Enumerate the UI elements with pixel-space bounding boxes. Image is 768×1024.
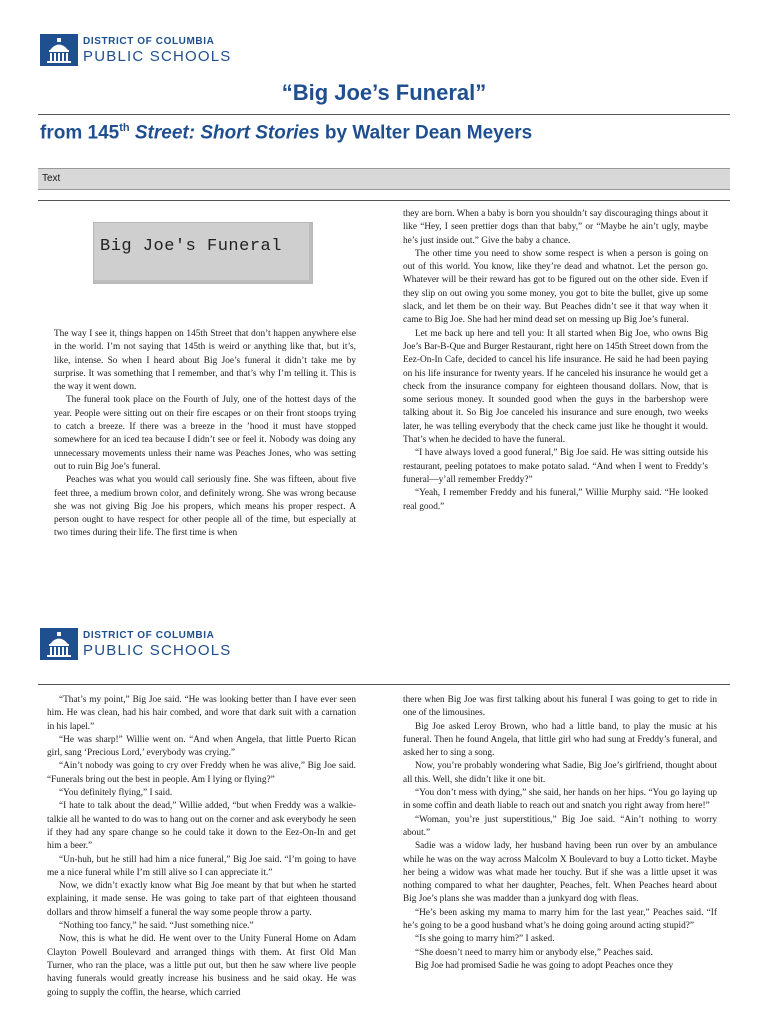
- subtitle-author: by Walter Dean Meyers: [319, 122, 533, 144]
- paragraph: Peaches was what you would call seriously fine. She was fifteen, about five feet three, a medium brown color, and definitely wrong. She was wrong because she was not giving Big Joe his propers, which means his proper respect. A person ought to have respect for other people all of the time, but especially at two times during their life. The first time is when: [54, 475, 356, 539]
- subtitle-prefix: from 145: [40, 122, 120, 144]
- paragraph: “He was sharp!” Willie went on. “And when Angela, that little Puerto Rican girl, sang ‘Precious Lord,’ everybody was crying.”: [47, 734, 356, 759]
- section-label: Text: [42, 173, 61, 184]
- paragraph: The other time you need to show some respect is when a person is going on out of this world. You know, like they’re dead and whatnot. Let the person go. Whatever will be their reward has got to be figured out on the other side. Even if they slip on out owing you some money, you got to bite the bullet, give up some slack, and let them be on their way. But Peaches didn’t see it that way when it came to Big Joe. She had her mind dead set on messing up Big Joe’s funeral.: [403, 248, 708, 326]
- paragraph: “Is she going to marry him?” I asked.: [415, 934, 555, 945]
- paragraph: Big Joe had promised Sadie he was going to adopt Peaches once they: [415, 960, 674, 971]
- paragraph: Now, you’re probably wondering what Sadie, Big Joe’s girlfriend, thought about all this. Well, she didn’t like it one bit.: [403, 761, 717, 785]
- section-rule: [38, 200, 730, 201]
- page1-left-column: [54, 328, 356, 541]
- logo-district-text: DISTRICT OF COLUMBIA: [83, 35, 215, 47]
- capitol-dome-icon: [40, 628, 78, 660]
- capitol-dome-icon: [40, 34, 78, 66]
- paragraph: The funeral took place on the Fourth of July, one of the hottest days of the year. People were sitting out on their fire escapes or on their front stoops trying to catch a breeze. If there was a breeze in the ’hood it must have stopped somewhere for an iced tea because I didn’t see or feel it. Nobody was doing any unnecessary movements unless their name was Peaches Jones, who was setting out to ruin Big Joe’s funeral.: [54, 395, 356, 472]
- paragraph: “You definitely flying,” I said.: [59, 788, 173, 799]
- paragraph: The way I see it, things happen on 145th Street that don’t happen anywhere else in the world. I’m not saying that 145th is weird or anything like that, but it’s, like, intense. So when I heard about Big Joe’s funeral it didn’t take me by surprise. It was something that I remember, and that’s why I’m telling it. This is the way it went down.: [54, 329, 356, 393]
- paragraph: “You don’t mess with dying,” she said, her hands on her hips. “You go laying up in some coffin and death liable to reach out and snatch you right away from here!”: [403, 788, 717, 812]
- header-rule: [38, 684, 730, 685]
- logo-schools-text: PUBLIC SCHOOLS: [83, 47, 232, 65]
- paragraph: “Nothing too fancy,” he said. “Just something nice.”: [59, 921, 254, 932]
- section-label-bar: [38, 168, 730, 190]
- paragraph: Let me back up here and tell you: It all started when Big Joe, who owns Big Joe’s Bar-B-Que and Burger Restaurant, right here on 145th Street down from the Eez-On-In Cafe, decided to cancel his life insurance. He said he had been paying on his life insurance for twenty years. If he canceled his insurance he would get a check from the insurance company for eighteen thousand dollars. Now, that is some serious money. It sounded good when the guys in the barbershop were talking about it. So Big Joe canceled his insurance and sure enough, two weeks later, he was telling everybody that the check came just like he thought it would. That’s when he decided to have the funeral.: [403, 328, 708, 446]
- paragraph: Big Joe asked Leroy Brown, who had a little band, to play the music at his funeral. Then he found Angela, that little girl who had sung at Freddy’s funeral, and asked her to sing a song.: [403, 721, 717, 759]
- paragraph: “She doesn’t need to marry him or anybody else,” Peaches said.: [415, 947, 653, 958]
- subtitle-sup: th: [119, 122, 130, 134]
- paragraph: they are born. When a baby is born you shouldn’t say discouraging things about it like “Hey, I seen prettier dogs than that baby,” or “Maybe he ain’t ugly, maybe he’s just inside out.” Give the baby a chance.: [403, 209, 708, 246]
- paragraph: Sadie was a widow lady, her husband having been run over by an ambulance while he was on the way across Malcolm X Boulevard to buy a Lotto ticket. Maybe her being a widow was what made her touchy. But if she was a little upset it was nothing compared to what her daughter, Peaches, felt. When Peaches heard about Big Joe’s plans she was madder than a junkyard dog with fleas.: [403, 841, 717, 905]
- paragraph: “Yeah, I remember Freddy and his funeral,” Willie Murphy said. “He looked real good.”: [403, 488, 708, 512]
- page-2: [0, 600, 768, 1024]
- logo-district-text: DISTRICT OF COLUMBIA: [83, 629, 215, 641]
- paragraph: “I have always loved a good funeral,” Big Joe said. He was sitting outside his restaurant, peeling potatoes to make potato salad. “And when I went to Freddy’s funeral—y’all remember Freddy?”: [403, 448, 708, 485]
- paragraph: “Un-huh, but he still had him a nice funeral,” Big Joe said. “I’m going to have me a nice funeral while I’m still alive so I can appreciate it.”: [47, 854, 356, 878]
- dcps-logo: [40, 34, 232, 66]
- paragraph: “I hate to talk about the dead,” Willie added, “but when Freddy was a walkie-talkie all he wanted to do was to hang out on the corner and ask everybody he seen if they had any spare change so he could take it down to the Eez-On-In and get him a beer.”: [47, 801, 356, 852]
- paragraph: “He’s been asking my mama to marry him for the last year,” Peaches said. “If he’s going to be a good husband what’s he doing going around acting stupid?”: [403, 907, 717, 932]
- page1-right-column: [403, 208, 708, 514]
- title-rule: [38, 114, 730, 115]
- paragraph: “Ain’t nobody was going to cry over Freddy when he was alive,” Big Joe said. “Funerals bring out the best in people. Am I lying or flying?”: [47, 761, 356, 785]
- paragraph: there when Big Joe was first talking about his funeral I was going to get to ride in one of the limousines.: [403, 695, 717, 719]
- story-title-text: Big Joe's Funeral: [100, 237, 282, 256]
- paragraph: Now, we didn’t exactly know what Big Joe meant by that but when he started explaining, it made sense. He was going to take part of that eighteen thousand dollars and throw himself a funeral the way some people throw a party.: [47, 881, 356, 918]
- page2-left-column: [47, 694, 356, 1000]
- subtitle-book: Street: Short Stories: [129, 122, 320, 144]
- page2-right-column: [403, 694, 717, 973]
- paragraph: “Woman, you’re just superstitious,” Big Joe said. “Ain’t nothing to worry about.”: [403, 814, 717, 838]
- page-title: “Big Joe’s Funeral”: [281, 80, 487, 105]
- dcps-logo: [40, 628, 232, 660]
- logo-schools-text: PUBLIC SCHOOLS: [83, 641, 232, 659]
- paragraph: Now, this is what he did. He went over to the Unity Funeral Home on Adam Clayton Powell Boulevard and arranged things with them. At first Old Man Turner, who ran the place, was a little put out, but then he saw where live people having funerals would greatly increase his business and he said okay. He was going to supply the coffin, the hearse, which carried: [47, 934, 356, 998]
- story-title-image: [93, 222, 313, 284]
- paragraph: “That’s my point,” Big Joe said. “He was looking better than I have ever seen him. He was clean, had his hair combed, and wore that dark suit with a carnation in his lapel.”: [47, 695, 356, 732]
- page-subtitle: [40, 122, 532, 144]
